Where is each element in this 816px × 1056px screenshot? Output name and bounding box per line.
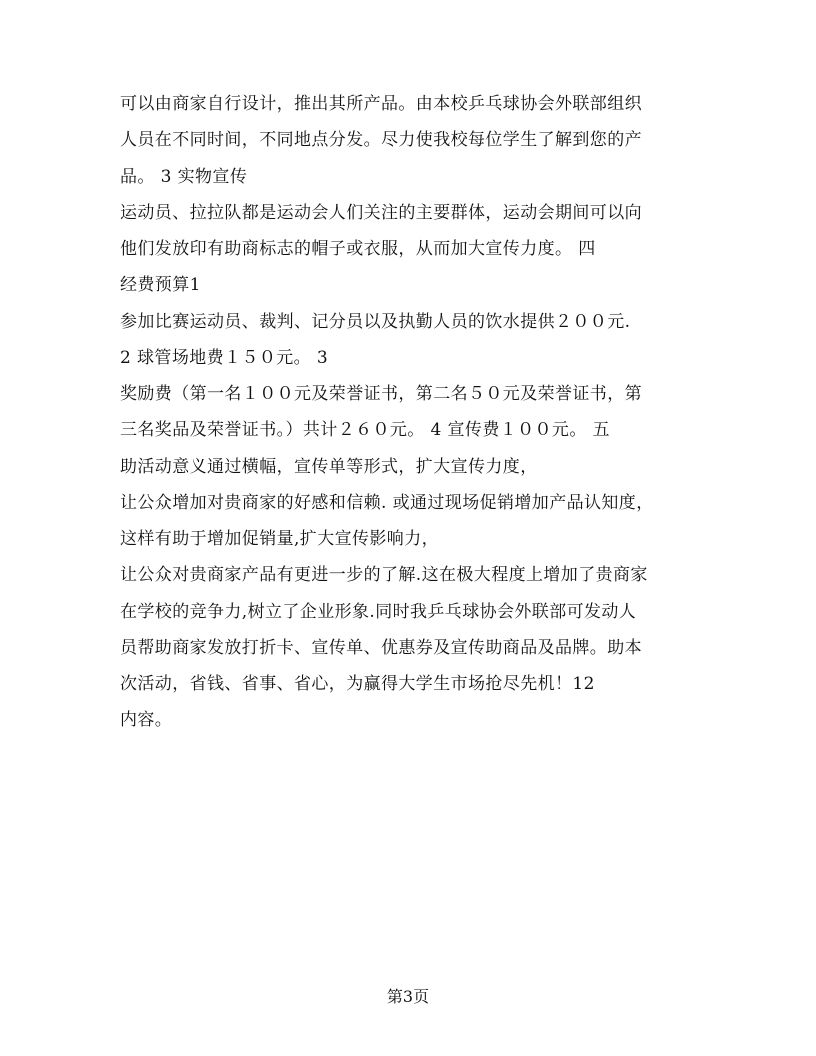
text-line: 这样有助于增加促销量,扩大宣传影响力， [120, 529, 440, 549]
text-line: 运动员、拉拉队都是运动会人们关注的主要群体，运动会期间可以向 [120, 202, 642, 223]
text-line: 参加比赛运动员、裁判、记分员以及执勤人员的饮水提供２００元. [120, 311, 631, 332]
text-line: 可以由商家自行设计，推出其所产品。由本校乒乓球协会外联部组织 [120, 94, 642, 114]
text-line: 2 球管场地费１５０元。 3 [120, 347, 329, 368]
body-text [120, 94, 710, 747]
text-line: 内容。 [120, 710, 173, 731]
text-line: 奖励费（第一名１００元及荣誉证书，第二名５０元及荣誉证书，第 [120, 384, 642, 404]
page-number: 第3页 [386, 987, 430, 1006]
text-line: 三名奖品及荣誉证书。）共计２６０元。 4 宣传费１００元。 五 [120, 420, 610, 441]
text-line: 让公众对贵商家产品有更进一步的了解.这在极大程度上增加了贵商家 [120, 565, 648, 586]
text-line: 助活动意义通过横幅，宣传单等形式，扩大宣传力度， [120, 456, 538, 477]
text-line: 品。 3 实物宣传 [120, 166, 248, 187]
text-line: 他们发放印有助商标志的帽子或衣服，从而加大宣传力度。 四 [120, 239, 596, 259]
text-line: 让公众增加对贵商家的好感和信赖. 或通过现场促销增加产品认知度， [120, 492, 654, 513]
text-line: 人员在不同时间，不同地点分发。尽力使我校每位学生了解到您的产 [120, 130, 642, 151]
text-line: 在学校的竞争力,树立了企业形象.同时我乒乓球协会外联部可发动人 [120, 601, 637, 622]
text-line: 经费预算1 [120, 275, 201, 296]
text-line: 员帮助商家发放打折卡、宣传单、优惠券及宣传助商品及品牌。助本 [120, 637, 642, 658]
text-line: 次活动，省钱、省事、省心，为赢得大学生市场抢尽先机！12 [120, 674, 595, 694]
